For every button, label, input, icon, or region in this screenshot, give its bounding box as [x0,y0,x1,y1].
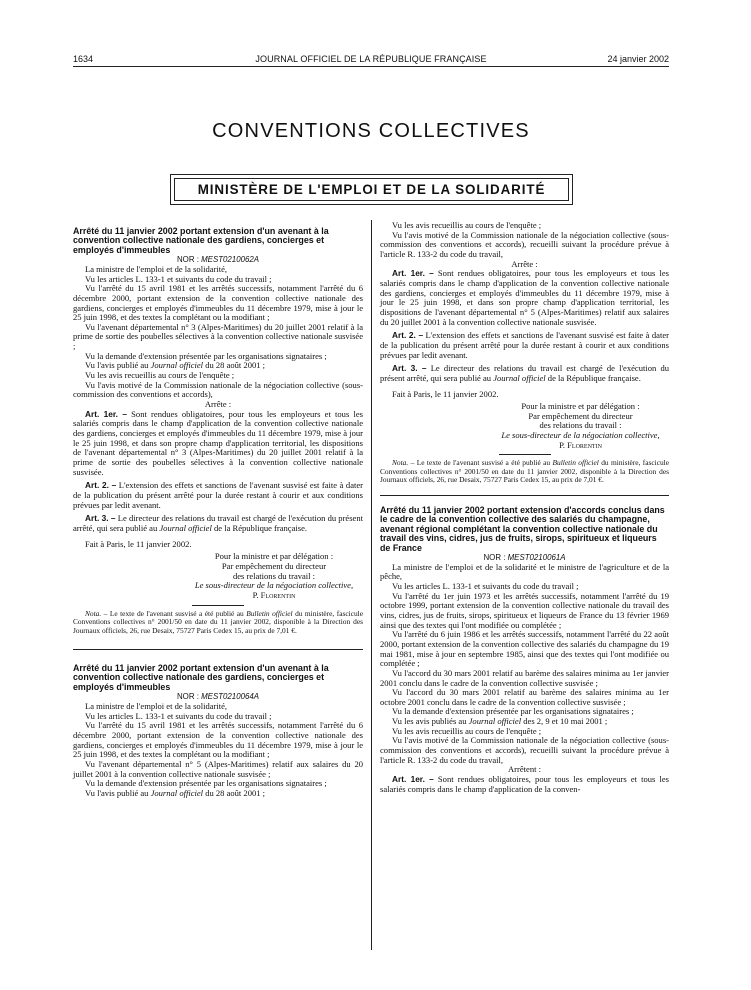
nor-code: MEST0210062A [201,255,260,265]
article-1 [73,227,363,635]
paragraph: Vu la demande d'extension présentée par les organisations signataires ; [392,706,634,717]
issue-date: 24 janvier 2002 [607,54,669,64]
paragraph: Vu l'avis motivé de la Commission nationale de la négociation collective (sous-commission des conventions et accords), [73,379,363,400]
fait-a-paris: Fait à Paris, le 11 janvier 2002. [392,388,499,399]
paragraph: Vu l'avis publié au Journal officiel du 28 août 2001 ; [85,787,266,798]
article-1-text: Art. 1er. – Sont rendues obligatoires, pour tous les employeurs et tous les salariés compris dans le champ d'application de la convention collective nationale des gardiens, concierges et employés d'immeubles du 11 décembre 1979, mise à jour le 25 juin 1998, et dans son propre champ d'application territorial, les dispositions de l'avenant départemental n° 5 (Alpes-Maritimes) relatif aux salaires du 20 juillet 2001 à la convention collective nationale susvisée. [380,268,669,327]
nota-note: Nota. – Le texte de l'avenant susvisé a été publié au Bulletin officiel du ministère, fascicule Conventions collectives n° 2001/50 en date du 11 janvier 2002, disponible à la Direction des Journaux officiels, 26, rue Desaix, 75727 Paris Cedex 15, au prix de 7,01 €. [380,458,670,485]
paragraph: Vu l'avenant départemental n° 3 (Alpes-Maritimes) du 20 juillet 2001 relatif à la prime de sortie des poubelles sélectives à la convention collective nationale susvisée ; [73,321,363,352]
page-number: 1634 [73,54,94,64]
paragraph: Vu les avis recueillis au cours de l'enquête ; [392,220,542,230]
paragraph: Vu les articles L. 133-1 et suivants du code du travail ; [392,580,579,591]
paragraph: Vu l'avis publié au Journal officiel du 28 août 2001 ; [85,360,266,371]
paragraph: Vu les avis recueillis au cours de l'enquête ; [85,370,235,381]
header-rule [73,66,669,67]
paragraph: Vu l'avenant départemental n° 5 (Alpes-Maritimes) relatif aux salaires du 20 juillet 2001 à la convention collective nationale susvisée ; [73,758,363,779]
paragraph: Vu l'avis motivé de la Commission nationale de la négociation collective (sous-commission des conventions et accords), recueilli suivant la procédure prévue à l'article R. 133-2 du code du travail, [380,735,669,765]
nota-note: Nota. – Le texte de l'avenant susvisé a été publié au Bulletin officiel du ministère, fascicule Conventions collectives n° 2001/50 en date du 11 janvier 2002, disponible à la Direction des Journaux officiels, 26, rue Desaix, 75727 Paris Cedex 15, au prix de 7,01 €. [73,608,364,635]
paragraph: Vu l'arrêté du 15 avril 1981 et les arrêtés successifs, notamment l'arrêté du 6 décembre 2000, portant extension de la convention collective nationale des gardiens, concierges et employés d'immeubles du 11 décembre 1979, mise à jour le 25 juin 1998, et des textes la complétant ou la modifiant ; [73,283,363,323]
article-title: Arrêté du 11 janvier 2002 portant extension d'accords conclus dans le cadre de la convention collective des salariés du champagne, avenant régional complétant la convention collective nationale du travail des vins, cidres, jus de fruits, sirops, spiritueux et liqueurs de France [380,504,665,553]
article-2 [73,664,363,798]
paragraph: La ministre de l'emploi et de la solidarité et le ministre de l'agriculture et de la pêche, [380,561,669,582]
paragraph: Vu l'avis motivé de la Commission nationale de la négociation collective (sous-commission des conventions et accords), recueilli suivant la procédure prévue à l'article R. 133-2 du code du travail, [380,229,669,259]
ministry-title: MINISTÈRE DE L'EMPLOI ET DE LA SOLIDARITÉ [174,178,569,201]
nor-reference: NOR : MEST0210064A [176,692,260,702]
article-1-text: Art. 1er. – Sont rendues obligatoires, pour tous les employeurs et tous les salariés compris dans le champ d'application de la conven- [380,774,669,794]
arrete-heading: Arrêtent : [508,764,541,775]
article-title: Arrêté du 11 janvier 2002 portant extension d'un avenant à la convention collective nationale des gardiens, concierges et employés d'immeubles [73,663,329,692]
paragraph: Vu les articles L. 133-1 et suivants du code du travail ; [85,273,272,284]
paragraph: La ministre de l'emploi et de la solidarité, [85,700,228,711]
ministry-box [170,174,573,205]
column-divider [371,220,372,950]
page-header [73,53,669,65]
nor-code: MEST0210061A [507,552,566,562]
article-3-text: Art. 3. – Le directeur des relations du travail est chargé de l'exécution du présent arrêté, qui sera publié au Journal officiel de la République française. [73,513,363,533]
signatory-name: P. Florentin [252,589,296,600]
journal-title: JOURNAL OFFICIEL DE LA RÉPUBLIQUE FRANÇAISE [255,54,487,64]
paragraph: Vu la demande d'extension présentée par les organisations signataires ; [85,778,327,789]
paragraph: Vu les articles L. 133-1 et suivants du code du travail ; [85,710,272,721]
paragraph: Vu l'arrêté du 6 juin 1986 et les arrêtés successifs, notamment l'arrêté du 22 août 2000, portant extension de la convention collective des salariés du champagne du 19 mai 1981, mise à jour en septembre 1985, ainsi que des textes qui l'ont modifiée ou complétée ; [380,629,669,669]
paragraph: Vu l'arrêté du 15 avril 1981 et les arrêtés successifs, notamment l'arrêté du 6 décembre 2000, portant extension de la convention collective nationale des gardiens, concierges et employés d'immeubles du 11 décembre 1979, mise à jour le 25 juin 1998, et des textes la complétant ou la modifiant ; [73,720,363,760]
signature-block: Pour la ministre et par délégation : Par empêchement du directeur des relations du travail : Le sous-directeur de la négociation collective, P. Florentin [380,402,669,450]
paragraph: Vu la demande d'extension présentée par les organisations signataires ; [85,350,327,361]
left-column [73,227,363,798]
right-column [380,221,669,794]
article-1-text: Art. 1er. – Sont rendues obligatoires, pour tous les employeurs et tous les salariés compris dans le champ d'application de la convention collective nationale des gardiens, concierges et employés d'immeubles du 11 décembre 1979, mise à jour le 25 juin 1998, et dans son propre champ d'application territorial, les dispositions de l'avenant départemental n° 3 (Alpes-Maritimes) du 20 juillet 2001 relatif à la prime de sortie des poubelles sélectives à la convention collective nationale susvisée. [73,408,363,477]
paragraph: Vu les avis publiés au Journal officiel des 2, 9 et 10 mai 2001 ; [392,716,608,727]
paragraph: Vu l'arrêté du 1er juin 1973 et les arrêtés successifs, notamment l'arrêté du 19 octobre 1999, portant extension de la convention collective nationale du travail des vins, cidres, jus de fruits, sirops, spiritueux et liqueurs de France du 13 février 1969 ainsi que des textes qui l'ont modifiée ou complétée ; [380,590,669,630]
paragraph: Vu les avis recueillis au cours de l'enquête ; [392,725,542,736]
nor-reference: NOR : MEST0210062A [176,255,260,265]
paragraph: Vu l'accord du 30 mars 2001 relatif au barème des salaires minima au 1er janvier 2001 conclu dans le cadre de la convention collective susvisée ; [380,667,669,688]
article-2-text: Art. 2. – L'extension des effets et sanctions de l'avenant susvisé est faite à dater de la publication du présent arrêté pour la durée restant à courir et aux conditions prévues par ledit avenant. [73,480,364,510]
signature-block: Pour la ministre et par délégation : Par empêchement du directeur des relations du travail : Le sous-directeur de la négociation collective, P. Florentin [73,552,363,600]
section-title: CONVENTIONS COLLECTIVES [212,120,530,142]
article-3-text: Art. 3. – Le directeur des relations du travail est chargé de l'exécution du présent arrêté, qui sera publié au Journal officiel de la République française. [380,363,669,383]
fait-a-paris: Fait à Paris, le 11 janvier 2002. [85,538,192,549]
paragraph: La ministre de l'emploi et de la solidarité, [85,263,228,274]
arrete-heading: Arrête : [511,258,538,269]
nor-reference: NOR : MEST0210061A [483,552,566,562]
article-title: Arrêté du 11 janvier 2002 portant extension d'un avenant à la convention collective nationale des gardiens, concierges et employés d'immeubles [73,226,329,255]
article-2-continued [380,221,669,485]
article-3 [380,506,669,794]
nor-code: MEST0210064A [201,692,260,702]
signatory-name: P. Florentin [559,439,602,450]
arrete-heading: Arrête : [204,399,232,410]
paragraph: Vu l'accord du 30 mars 2001 relatif au barème des salaires minima au 1er octobre 2001 conclu dans le cadre de la convention collective susvisée ; [380,687,669,707]
article-2-text: Art. 2. – L'extension des effets et sanctions de l'avenant susvisé est faite à dater de la publication du présent arrêté pour la durée restant à courir et aux conditions prévues par ledit avenant. [380,330,669,360]
